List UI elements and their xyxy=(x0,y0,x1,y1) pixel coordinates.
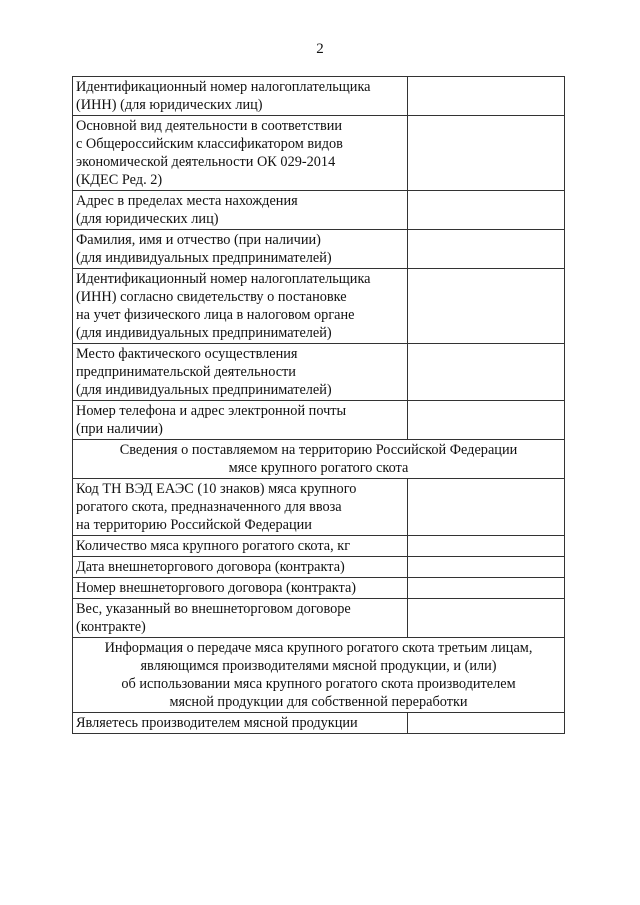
page-number: 2 xyxy=(316,41,324,57)
field-label-contract-date: Дата внешнеторгового договора (контракта) xyxy=(73,557,408,578)
field-value-main-activity[interactable] xyxy=(408,116,565,191)
field-label-main-activity: Основной вид деятельности в соответствии с Общероссийским классификатором видов экономической деятельности ОК 029-2014 (КДЕС Ред. 2) xyxy=(73,116,408,191)
field-label-address-legal: Адрес в пределах места нахождения (для юридических лиц) xyxy=(73,191,408,230)
field-value-contract-weight[interactable] xyxy=(408,599,565,638)
field-value-contract-date[interactable] xyxy=(408,557,565,578)
field-label-meat-quantity: Количество мяса крупного рогатого скота, кг xyxy=(73,536,408,557)
form-row-contract-date xyxy=(73,557,565,578)
field-value-full-name[interactable] xyxy=(408,230,565,269)
section-heading-supply-info: Сведения о поставляемом на территорию Российской Федерации мясе крупного рогатого скота xyxy=(73,440,565,479)
field-label-tnved-code: Код ТН ВЭД ЕАЭС (10 знаков) мяса крупного рогатого скота, предназначенного для ввоза на территорию Российской Федерации xyxy=(73,479,408,536)
form-row-inn-individual xyxy=(73,269,565,344)
field-label-contacts: Номер телефона и адрес электронной почты (при наличии) xyxy=(73,401,408,440)
section-heading-transfer-info: Информация о передаче мяса крупного рогатого скота третьим лицам, являющимся производителями мясной продукции, и (или) об использовании мяса крупного рогатого скота производителем мясной продукции для собственной переработки xyxy=(73,638,565,713)
form-row-contacts xyxy=(73,401,565,440)
form-row-inn-legal xyxy=(73,77,565,116)
section-row-supply-info xyxy=(73,440,565,479)
section-row-transfer-info xyxy=(73,638,565,713)
form-row-main-activity xyxy=(73,116,565,191)
field-value-tnved-code[interactable] xyxy=(408,479,565,536)
field-value-contract-number[interactable] xyxy=(408,578,565,599)
field-label-contract-number: Номер внешнеторгового договора (контракта) xyxy=(73,578,408,599)
field-value-is-producer[interactable] xyxy=(408,713,565,734)
field-value-inn-individual[interactable] xyxy=(408,269,565,344)
field-value-address-legal[interactable] xyxy=(408,191,565,230)
field-value-meat-quantity[interactable] xyxy=(408,536,565,557)
form-row-tnved-code xyxy=(73,479,565,536)
form-row-meat-quantity xyxy=(73,536,565,557)
field-label-is-producer: Являетесь производителем мясной продукции xyxy=(73,713,408,734)
field-label-inn-legal: Идентификационный номер налогоплательщика (ИНН) (для юридических лиц) xyxy=(73,77,408,116)
form-row-contract-number xyxy=(73,578,565,599)
field-value-inn-legal[interactable] xyxy=(408,77,565,116)
form-row-business-location xyxy=(73,344,565,401)
field-value-business-location[interactable] xyxy=(408,344,565,401)
form-row-is-producer xyxy=(73,713,565,734)
field-label-contract-weight: Вес, указанный во внешнеторговом договоре (контракте) xyxy=(73,599,408,638)
field-label-inn-individual: Идентификационный номер налогоплательщика (ИНН) согласно свидетельству о постановке на учет физического лица в налоговом органе (для индивидуальных предпринимателей) xyxy=(73,269,408,344)
field-label-full-name: Фамилия, имя и отчество (при наличии) (для индивидуальных предпринимателей) xyxy=(73,230,408,269)
form-row-full-name xyxy=(73,230,565,269)
form-row-contract-weight xyxy=(73,599,565,638)
field-label-business-location: Место фактического осуществления предпринимательской деятельности (для индивидуальных предпринимателей) xyxy=(73,344,408,401)
field-value-contacts[interactable] xyxy=(408,401,565,440)
form-row-address-legal xyxy=(73,191,565,230)
form-table xyxy=(72,76,565,734)
